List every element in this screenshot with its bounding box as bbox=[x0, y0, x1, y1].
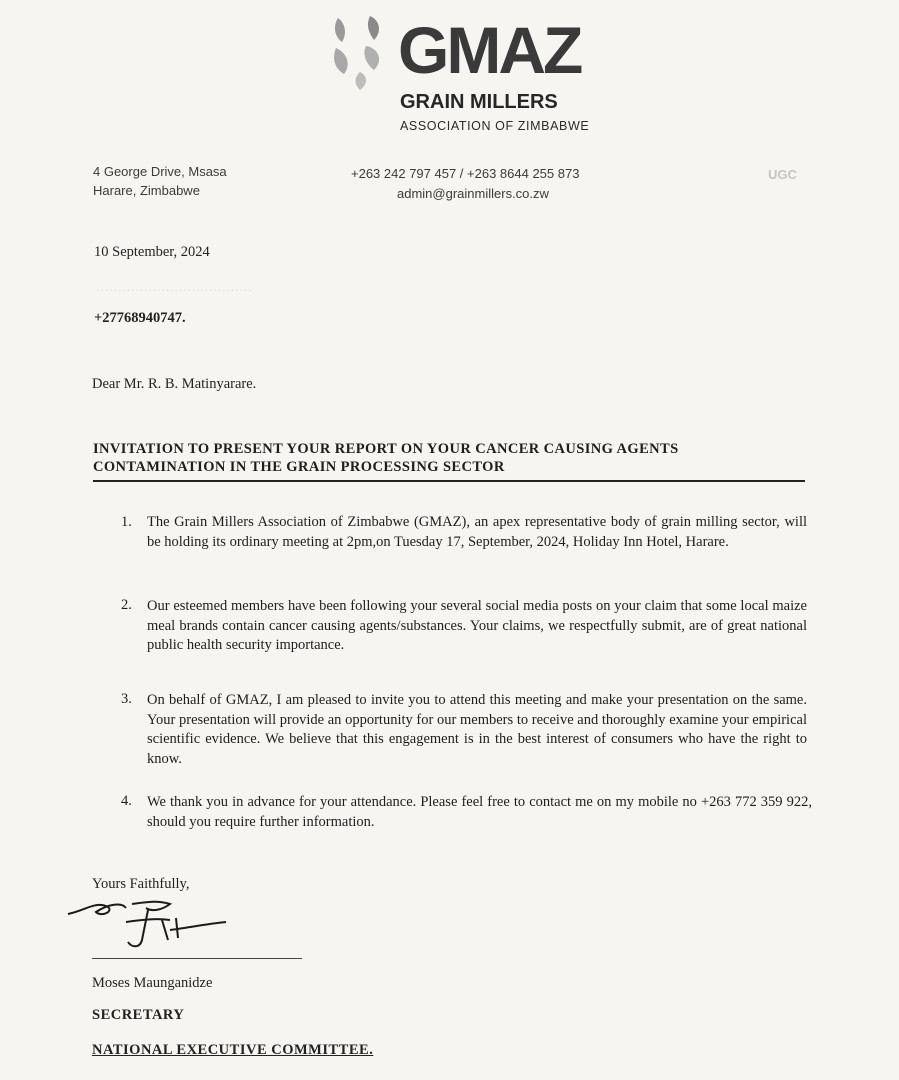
signer-committee: NATIONAL EXECUTIVE COMMITTEE. bbox=[92, 1042, 374, 1058]
item-paragraph: We thank you in advance for your attendance. Please feel free to contact me on my mobile no +263 772 359 922, should you require further information. bbox=[147, 794, 812, 830]
item-number: 1. bbox=[121, 514, 132, 530]
heading-underline bbox=[93, 480, 805, 482]
handwritten-signature bbox=[66, 892, 236, 952]
item-paragraph: On behalf of GMAZ, I am pleased to invite you to attend this meeting and make your presentation on the same. Your presentation will provide an opportunity for our members to receive and thoroughly examine your empirical scientific evidence. We believe that this engagement is in the best interest of consumers who have the right to know. bbox=[147, 692, 807, 767]
closing-phrase: Yours Faithfully, bbox=[92, 876, 190, 892]
item-number: 3. bbox=[121, 691, 132, 707]
faint-recipient-line: ……………………………… bbox=[96, 279, 252, 294]
org-name-line2: ASSOCIATION OF ZIMBABWE bbox=[400, 119, 590, 133]
recipient-mobile: +27768940747. bbox=[94, 310, 186, 326]
logo-wordmark: GMAZ bbox=[398, 13, 581, 87]
salutation: Dear Mr. R. B. Matinyarare. bbox=[92, 376, 257, 392]
phone-numbers: +263 242 797 457 / +263 8644 255 873 bbox=[351, 166, 580, 181]
item-number: 2. bbox=[121, 597, 132, 613]
signer-name: Moses Maunganidze bbox=[92, 975, 213, 991]
address-line1: 4 George Drive, Msasa bbox=[93, 164, 227, 179]
item-paragraph: The Grain Millers Association of Zimbabwe (GMAZ), an apex representative body of grain milling sector, will be holding its ordinary meeting at 2pm,on Tuesday 17, September, 2024, Holiday Inn Hotel, Harare. bbox=[147, 514, 807, 550]
grain-leaf-logo-icon bbox=[330, 12, 390, 92]
address-line2: Harare, Zimbabwe bbox=[93, 183, 200, 198]
org-name-line1: GRAIN MILLERS bbox=[400, 91, 558, 113]
item-paragraph: Our esteemed members have been following your several social media posts on your claim that some local maize meal brands contain cancer causing agents/substances. Your claims, we respectfully submit, are of great national public health security importance. bbox=[147, 598, 807, 653]
item-number: 4. bbox=[121, 793, 132, 809]
letter-date: 10 September, 2024 bbox=[94, 244, 210, 260]
signer-title: SECRETARY bbox=[92, 1007, 185, 1023]
certification-mark: UGC bbox=[768, 167, 797, 182]
signature-line bbox=[92, 958, 302, 959]
letter-heading: INVITATION TO PRESENT YOUR REPORT ON YOUR CANCER CAUSING AGENTS CONTAMINATION IN THE GRAIN PROCESSING SECTOR bbox=[93, 441, 679, 475]
email-address: admin@grainmillers.co.zw bbox=[397, 186, 549, 201]
